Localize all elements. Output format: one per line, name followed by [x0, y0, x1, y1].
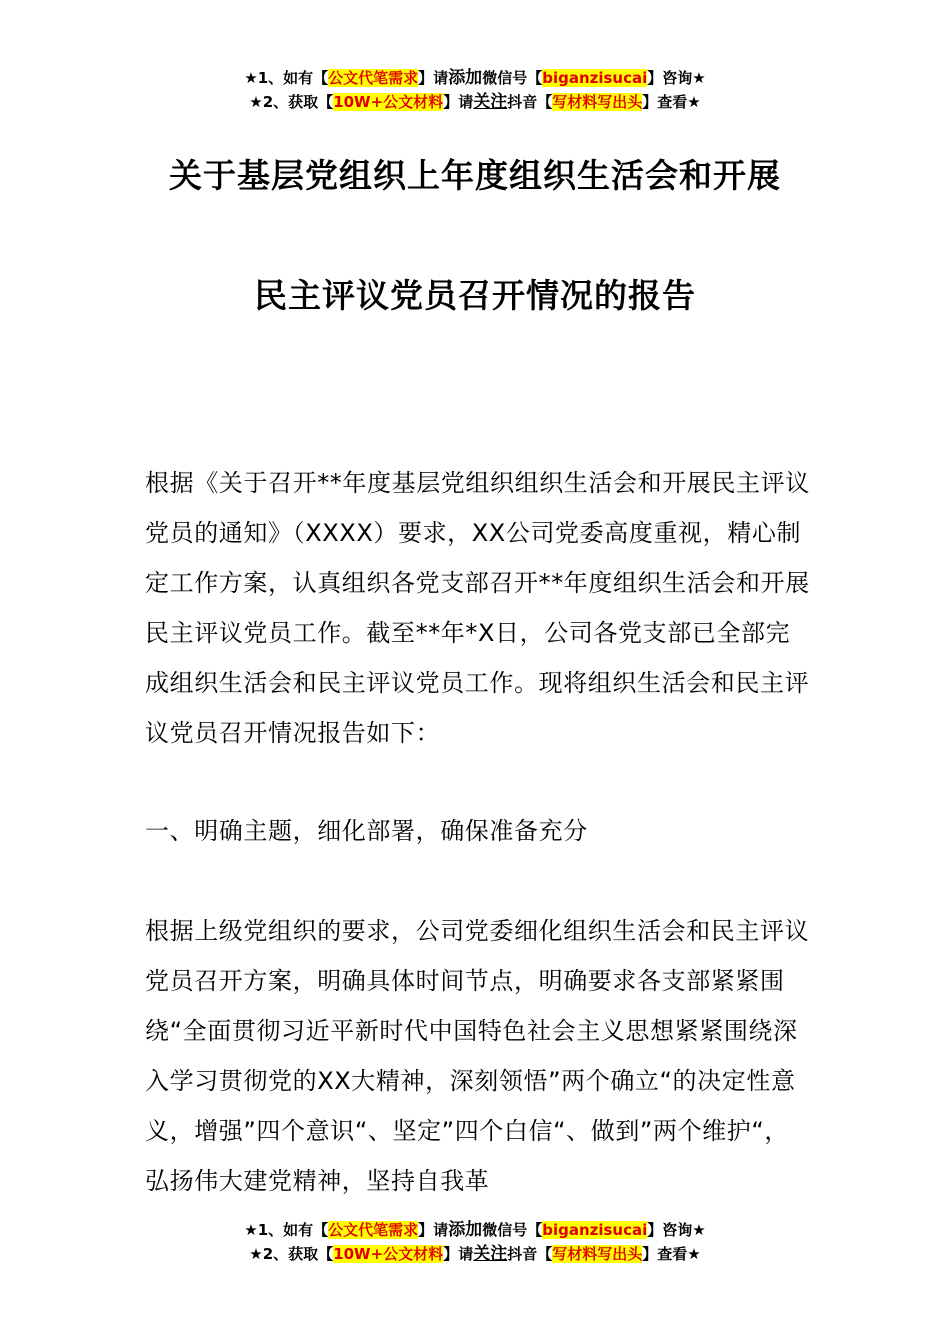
- document-title-line-1: 关于基层党组织上年度组织生活会和开展: [169, 156, 781, 195]
- promo-line-1: ★1、如有【公文代笔需求】请添加微信号【biganzisucai】咨询★: [244, 1220, 706, 1240]
- promo-line-1: ★1、如有【公文代笔需求】请添加微信号【biganzisucai】咨询★: [244, 68, 706, 88]
- section-heading-1: 一、明确主题，细化部署，确保准备充分: [145, 817, 588, 845]
- promo-banner-bottom: [0, 1218, 950, 1266]
- document-title-line-2: 民主评议党员召开情况的报告: [254, 276, 696, 315]
- promo-line-2: ★2、获取【10W+公文材料】请关注抖音【写材料写出头】查看★: [249, 92, 701, 112]
- promo-line-2: ★2、获取【10W+公文材料】请关注抖音【写材料写出头】查看★: [249, 1244, 701, 1264]
- promo-banner-top: [0, 66, 950, 114]
- body-paragraph-2: 根据上级党组织的要求，公司党委细化组织生活会和民主评议党员召开方案，明确具体时间节点，明确要求各支部紧紧围绕“全面贯彻习近平新时代中国特色社会主义思想紧紧围绕深入学习贯彻党的XX大精神，深刻领悟”两个确立“的决定性意义，增强”四个意识“、坚定”四个白信“、做到”两个维护“，弘扬伟大建党精神，坚持自我革: [145, 917, 810, 1195]
- body-paragraph-1: 根据《关于召开**年度基层党组织组织生活会和开展民主评议党员的通知》（XXXX）要求，XX公司党委高度重视，精心制定工作方案，认真组织各党支部召开**年度组织生活会和开展民主评议党员工作。截至**年*X日，公司各党支部已全部完成组织生活会和民主评议党员工作。现将组织生活会和民主评议党员召开情况报告如下：: [145, 469, 810, 747]
